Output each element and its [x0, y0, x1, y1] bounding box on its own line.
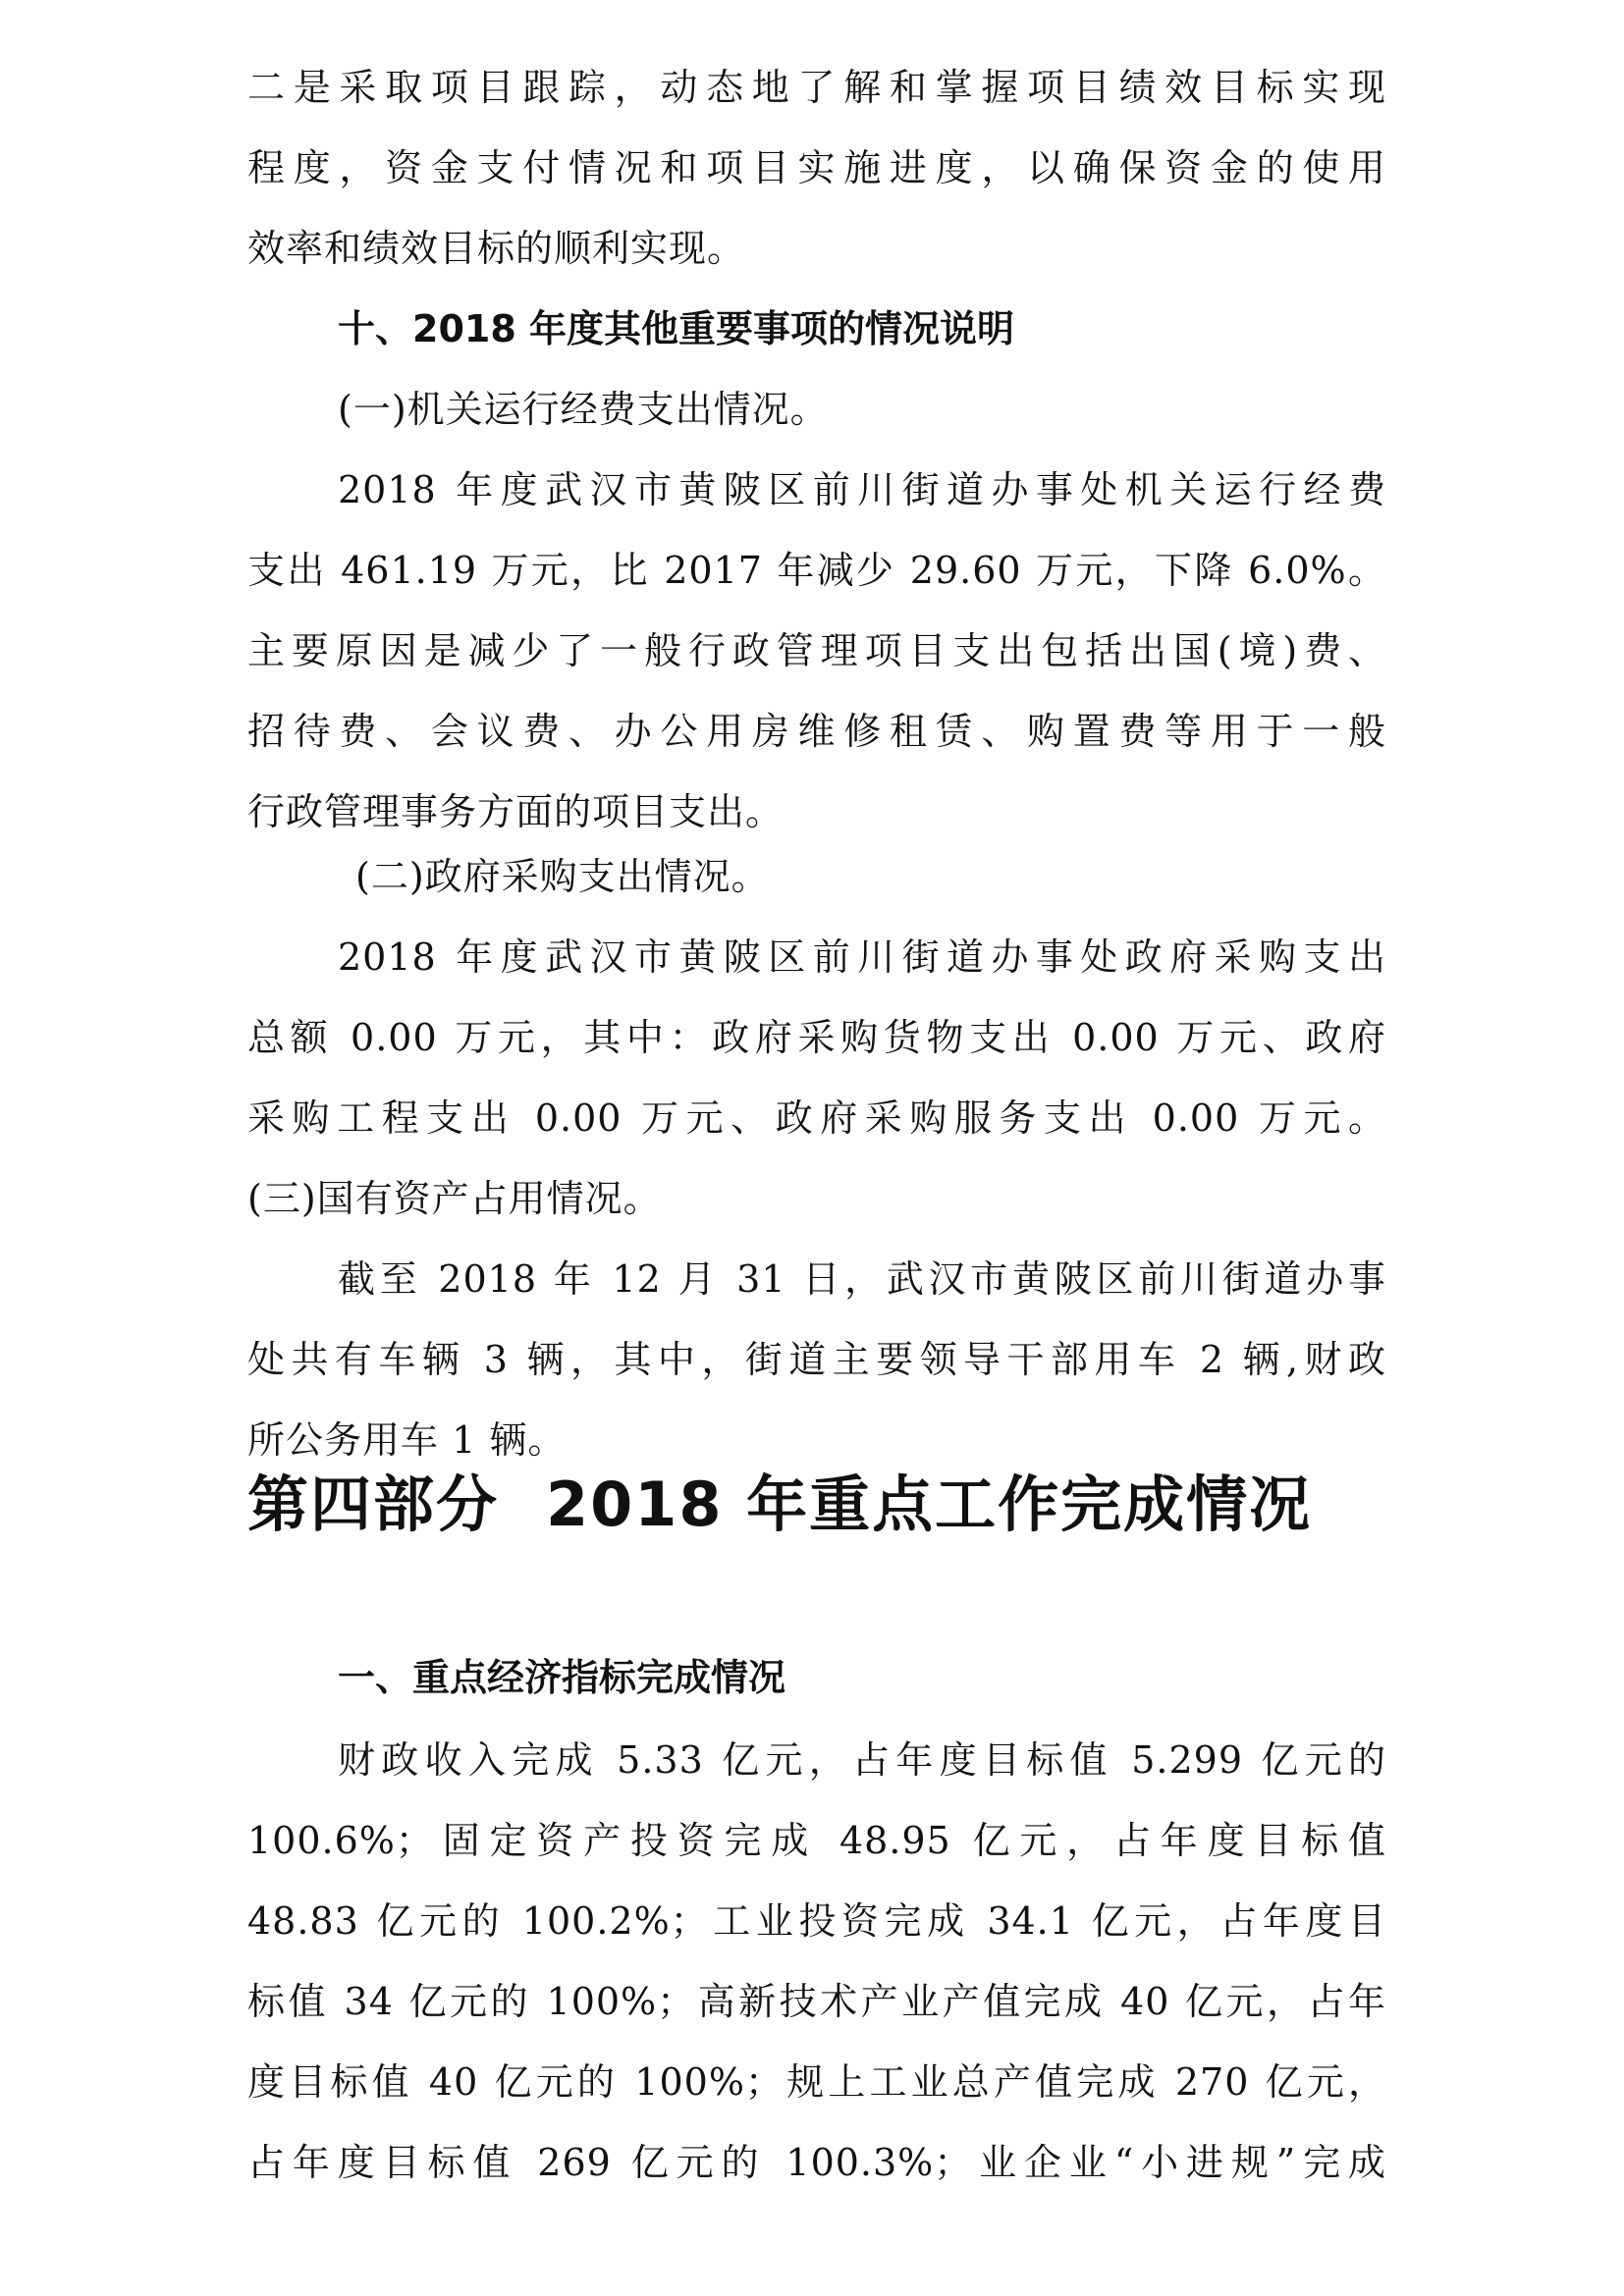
subheading-procurement — [247, 836, 1386, 917]
text-line: 总额 0.00 万元，其中：政府采购货物支出 0.00 万元、政府 — [247, 1016, 1386, 1059]
text-line: 48.83 亿元的 100.2%；工业投资完成 34.1 亿元，占年度目 — [247, 1899, 1386, 1943]
text-line: 行政管理事务方面的项目支出。 — [247, 790, 785, 833]
text-line: 2018 年度武汉市黄陂区前川街道办事处政府采购支出 — [338, 935, 1386, 979]
paragraph-project-tracking — [247, 47, 1386, 289]
text-line: 二是采取项目跟踪，动态地了解和掌握项目绩效目标实现 — [247, 66, 1386, 109]
text-line: 程度，资金支付情况和项目实施进度，以确保资金的使用 — [247, 146, 1386, 189]
text-line: 100.6%；固定资产投资完成 48.95 亿元，占年度目标值 — [247, 1819, 1386, 1862]
text-line: 截至 2018 年 12 月 31 日，武汉市黄陂区前川街道办事 — [338, 1257, 1386, 1301]
text-line: 度目标值 40 亿元的 100%；规上工业总产值完成 270 亿元， — [247, 2060, 1386, 2104]
paragraph-state-assets — [247, 1239, 1386, 1480]
subheading-operating-expenses — [247, 369, 1386, 450]
text-line: 主要原因是减少了一般行政管理项目支出包括出国(境)费、 — [247, 629, 1386, 672]
text-line: 占年度目标值 269 亿元的 100.3%；业企业“小进规”完成 — [247, 2141, 1386, 2184]
paragraph-economic-indicators — [247, 1720, 1386, 2203]
paragraph-procurement — [247, 917, 1386, 1158]
subheading-state-assets — [247, 1158, 1386, 1239]
text-line: 采购工程支出 0.00 万元、政府采购服务支出 0.00 万元。 — [247, 1096, 1386, 1140]
text-line: 财政收入完成 5.33 亿元，占年度目标值 5.299 亿元的 — [338, 1738, 1386, 1782]
part-title — [247, 1461, 1312, 1549]
text-line: 2018 年度武汉市黄陂区前川街道办事处机关运行经费 — [338, 468, 1386, 511]
part-title-text: 2018 年重点工作完成情况 — [546, 1468, 1313, 1540]
text-line: 标值 34 亿元的 100%；高新技术产业产值完成 40 亿元，占年 — [247, 1980, 1386, 2023]
section-heading-10: 十、2018 年度其他重要事项的情况说明 — [338, 307, 1014, 350]
text-line: (一)机关运行经费支出情况。 — [338, 388, 829, 431]
text-line: 效率和绩效目标的顺利实现。 — [247, 227, 746, 270]
text-line: 处共有车辆 3 辆，其中，街道主要领导干部用车 2 辆,财政 — [247, 1338, 1386, 1381]
text-line: 招待费、会议费、办公用房维修租赁、购置费等用于一般 — [247, 710, 1386, 753]
text-line: (二)政府采购支出情况。 — [355, 855, 770, 898]
part-title-number: 第四部分 — [247, 1468, 500, 1540]
text-line: 所公务用车 1 辆。 — [247, 1418, 567, 1462]
section-heading-1: 一、重点经济指标完成情况 — [338, 1656, 786, 1699]
paragraph-operating-expenses — [247, 450, 1386, 852]
text-line: 支出 461.19 万元，比 2017 年减少 29.60 万元，下降 6.0%。 — [247, 549, 1386, 592]
text-line: (三)国有资产占用情况。 — [247, 1177, 662, 1220]
